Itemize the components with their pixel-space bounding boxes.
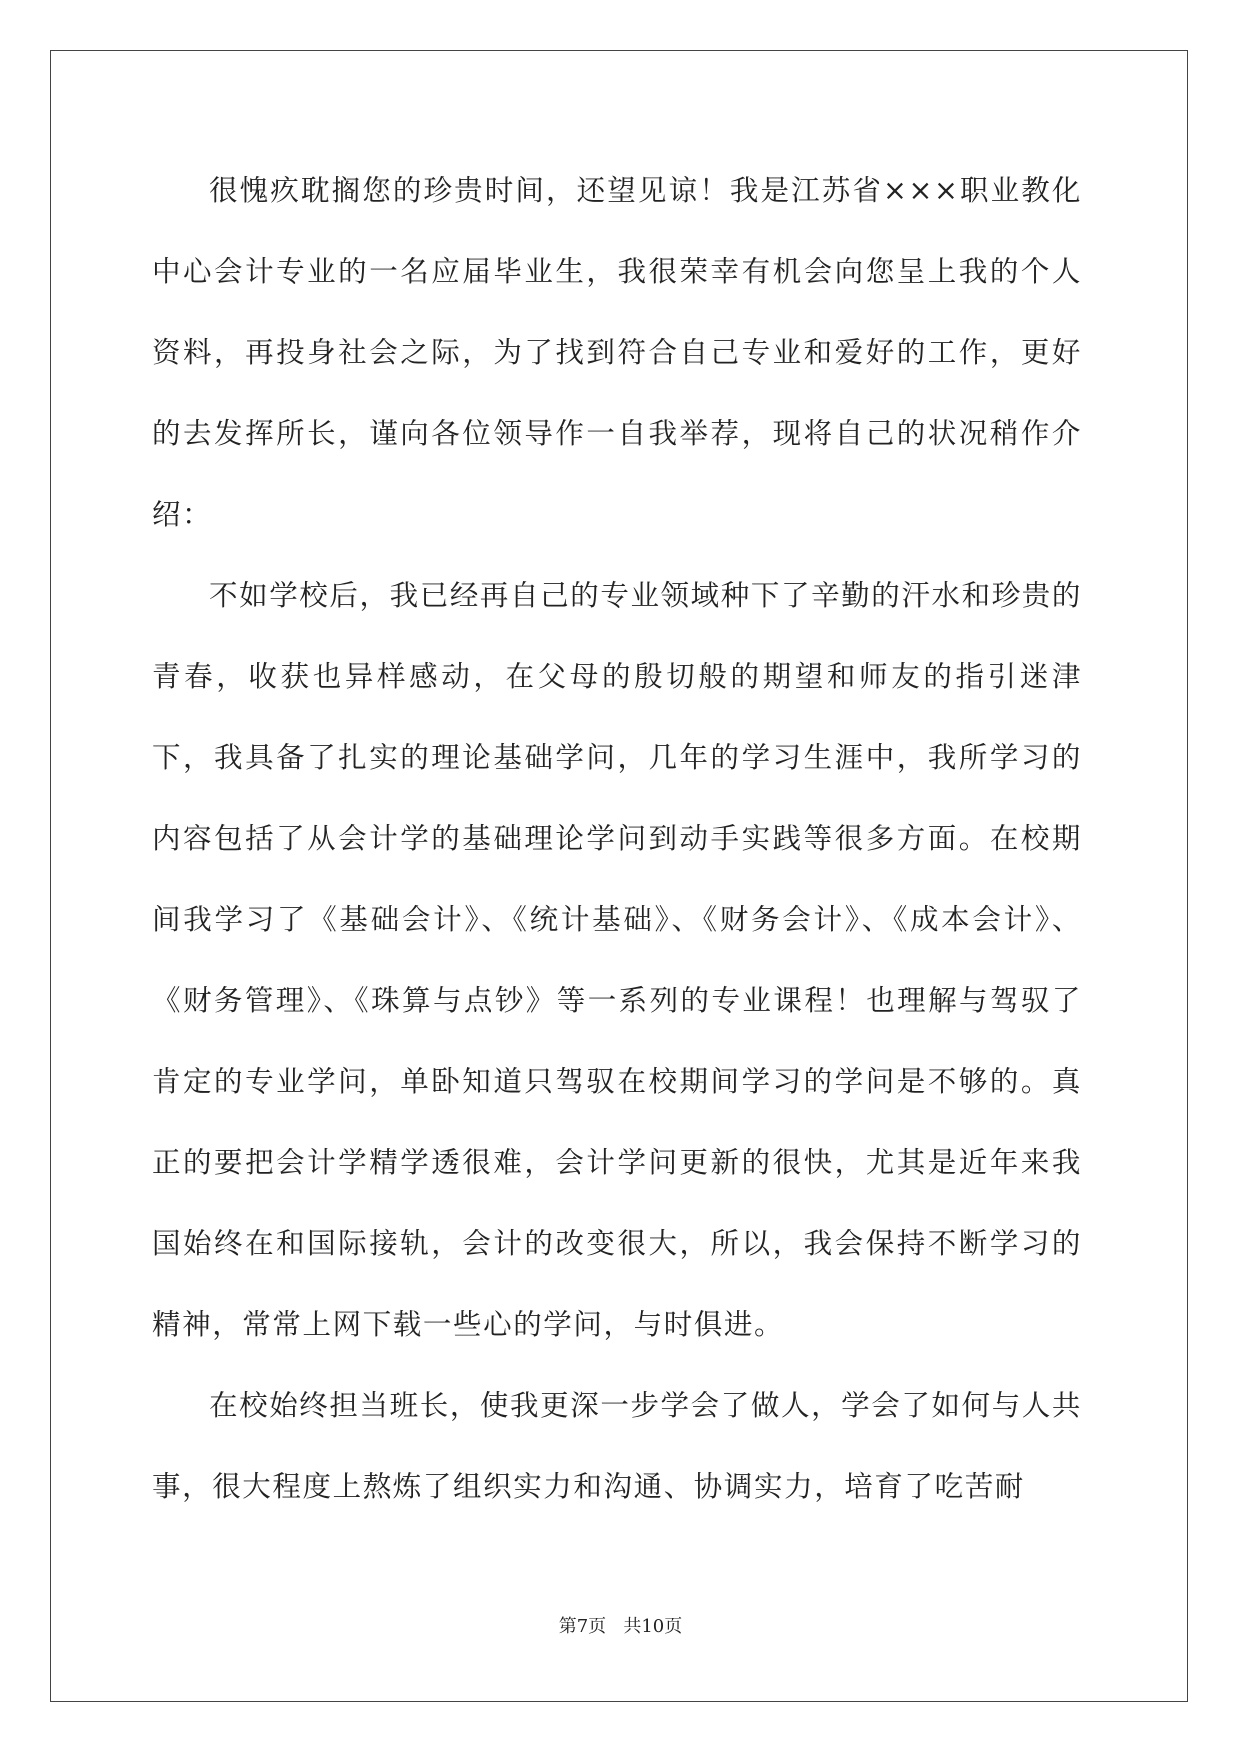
document-body — [152, 150, 1082, 1527]
page-number: 第7页 共10页 — [558, 1616, 683, 1637]
paragraph-2: 不如学校后，我已经再自己的专业领域种下了辛勤的汗水和珍贵的青春，收获也异样感动，在父母的殷切般的期望和师友的指引迷津下，我具备了扎实的理论基础学问，几年的学习生涯中，我所学习的内容包括了从会计学的基础理论学问到动手实践等很多方面。在校期间我学习了《基础会计》、《统计基础》、《财务会计》、《成本会计》、《财务管理》、《珠算与点钞》等一系列的专业课程！也理解与驾驭了肯定的专业学问，单卧知道只驾驭在校期间学习的学问是不够的。真正的要把会计学精学透很难，会计学问更新的很快，尤其是近年来我国始终在和国际接轨，会计的改变很大，所以，我会保持不断学习的精神，常常上网下载一些心的学问，与时俱进。 — [152, 579, 1082, 1341]
paragraph-1: 很愧疚耽搁您的珍贵时间，还望见谅！我是江苏省×××职业教化中心会计专业的一名应届毕业生，我很荣幸有机会向您呈上我的个人资料，再投身社会之际，为了找到符合自己专业和爱好的工作，更好的去发挥所长，谨向各位领导作一自我举荐，现将自己的状况稍作介绍： — [152, 174, 1082, 531]
paragraph-3: 在校始终担当班长，使我更深一步学会了做人，学会了如何与人共事，很大程度上熬炼了组织实力和沟通、协调实力，培育了吃苦耐 — [152, 1389, 1082, 1503]
